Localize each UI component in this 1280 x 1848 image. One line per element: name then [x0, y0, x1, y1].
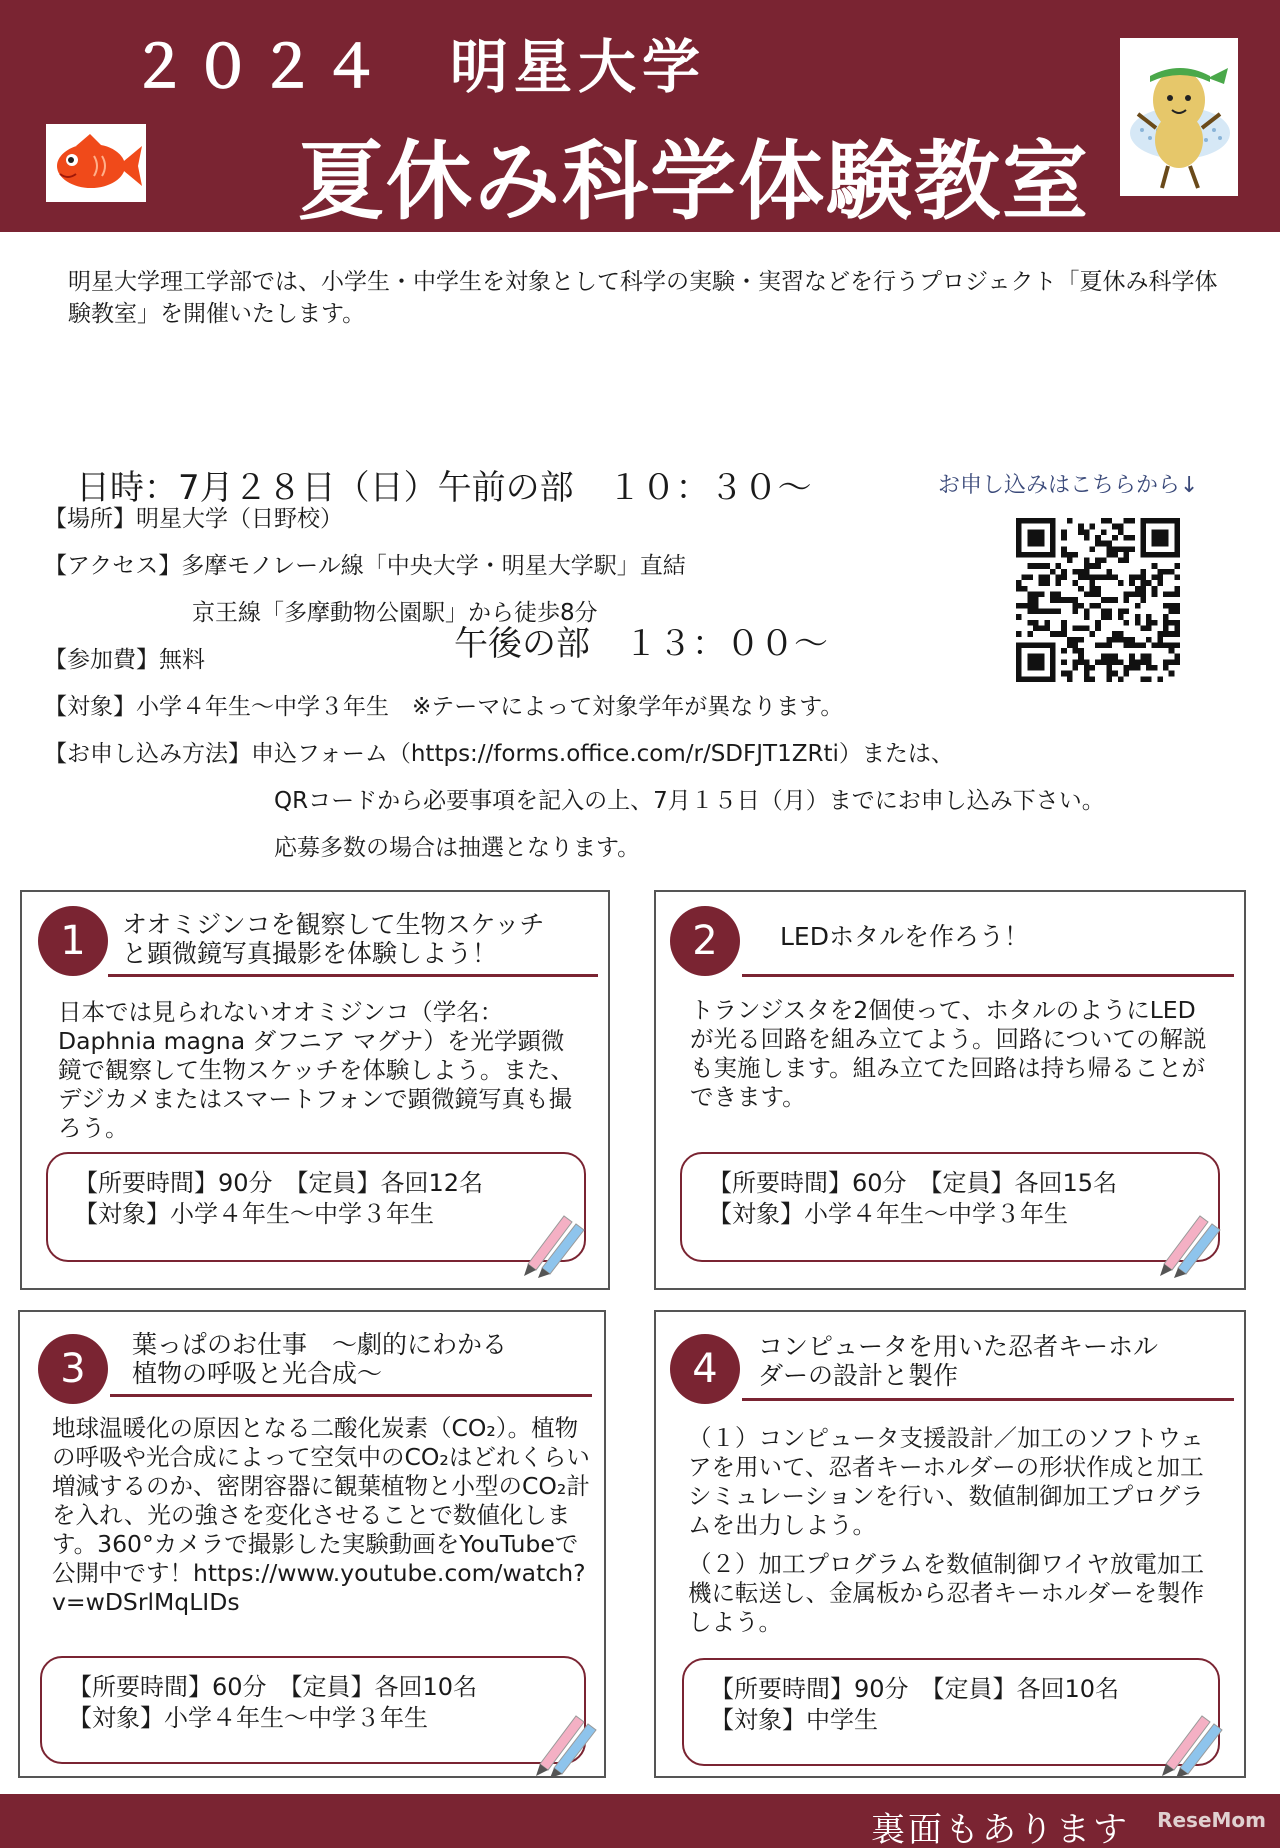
info-access-alt: 京王線「多摩動物公園駅」から徒歩8分	[192, 600, 598, 626]
program-number-badge: 1	[38, 906, 108, 976]
program-description-para: （１）コンピュータ支援設計／加工のソフトウェアを用いて、忍者キーホルダーの形状作成と加工シミュレーションを行い、数値制御加工プログラムを出力しよう。	[688, 1424, 1204, 1539]
program-title-underline	[110, 1394, 592, 1397]
program-card-1	[20, 890, 610, 1290]
schedule-morning: 日時：7月２８日（日）午前の部 １０：３０～	[76, 468, 812, 508]
program-title-line2: ダーの設計と製作	[758, 1361, 959, 1390]
program-target: 【対象】中学生	[710, 1706, 878, 1734]
program-number-badge: 4	[670, 1334, 740, 1404]
program-title-underline	[108, 974, 598, 977]
pencils-icon	[1154, 1208, 1224, 1278]
program-target: 【対象】小学４年生～中学３年生	[74, 1200, 434, 1228]
program-duration-capacity: 【所要時間】60分 【定員】各回15名	[708, 1169, 1118, 1197]
program-duration-capacity: 【所要時間】60分 【定員】各回10名	[68, 1673, 478, 1701]
info-access: 【アクセス】多摩モノレール線「中央大学・明星大学駅」直結	[44, 553, 686, 579]
program-title-underline	[742, 974, 1234, 977]
program-card-3	[18, 1310, 606, 1778]
pencils-icon	[518, 1208, 588, 1278]
program-details	[46, 1152, 586, 1262]
header-year-line: ２０２４ 明星大学	[130, 33, 707, 101]
fish-illustration-icon	[46, 124, 146, 202]
info-target: 【対象】小学４年生～中学３年生 ※テーマによって対象学年が異なります。	[44, 694, 844, 720]
intro-text: 明星大学理工学部では、小学生・中学生を対象として科学の実験・実習などを行うプロジェクト「夏休み科学体験教室」を開催いたします。	[68, 269, 1218, 327]
footer-back-side-note: 裏面もあります	[871, 1810, 1130, 1848]
program-title-line1: オオミジンコを観察して生物スケッチ	[122, 910, 545, 939]
apply-label: お申し込みはこちらから↓	[938, 473, 1199, 498]
program-description-para: 地球温暖化の原因となる二酸化炭素（CO₂）。植物の呼吸や光合成によって空気中のCO₂はどれくらい増減するのか、密閉容器に観葉植物と小型のCO₂計を入れ、光の強さを変化させることで数値化します。360°カメラで撮影した実験動画をYouTubeで公開中です！https://www.youtube.com/watch?v=wDSrlMqLIDs	[52, 1414, 590, 1616]
program-number-badge: 2	[670, 906, 740, 976]
program-duration-capacity: 【所要時間】90分 【定員】各回12名	[74, 1169, 484, 1197]
program-title-line1: 葉っぱのお仕事 ～劇的にわかる	[132, 1330, 508, 1359]
program-description	[52, 1414, 592, 1627]
program-title	[132, 1330, 507, 1388]
program-description	[58, 998, 578, 1153]
program-number-badge: 3	[38, 1334, 108, 1404]
program-description-para: （２）加工プログラムを数値制御ワイヤ放電加工機に転送し、金属板から忍者キーホルダーを製作しよう。	[688, 1550, 1205, 1636]
program-card-2	[654, 890, 1246, 1290]
program-card-4	[654, 1310, 1246, 1778]
program-title-line2: と顕微鏡写真撮影を体験しよう！	[122, 939, 498, 968]
watermark-logo: ReseMom	[1157, 1808, 1266, 1832]
program-description	[688, 1424, 1218, 1647]
info-apply-method: 【お申し込み方法】申込フォーム（https://forms.office.com/r/SDFJT1ZRti）または、	[44, 741, 954, 767]
footer-banner	[0, 1794, 1280, 1848]
program-title-line2: 植物の呼吸と光合成～	[132, 1359, 383, 1388]
header-banner	[0, 0, 1280, 232]
schedule-afternoon: 午後の部 １３：００～	[454, 624, 828, 664]
program-details	[40, 1656, 586, 1764]
program-details	[682, 1658, 1220, 1766]
program-details	[680, 1152, 1220, 1262]
program-description-para: 日本では見られないオオミジンコ（学名：Daphnia magna ダフニア マグナ）を光学顕微鏡で観察して生物スケッチを体験しよう。また、デジカメまたはスマートフォンで顕微鏡写真も撮ろう。	[58, 998, 574, 1142]
info-fee: 【参加費】無料	[44, 647, 205, 673]
pencils-icon	[530, 1708, 600, 1778]
info-apply-deadline: QRコードから必要事項を記入の上、7月１５日（月）までにお申し込み下さい。	[274, 788, 1105, 814]
pencils-icon	[1156, 1708, 1226, 1778]
mascot-illustration-icon	[1120, 38, 1238, 196]
program-target: 【対象】小学４年生～中学３年生	[68, 1704, 428, 1732]
program-title-line1: LEDホタルを作ろう！	[780, 922, 1029, 951]
program-description	[690, 996, 1210, 1122]
program-title-line1: コンピュータを用いた忍者キーホル	[758, 1332, 1159, 1361]
page-title: 夏休み科学体験教室	[298, 132, 1090, 232]
info-apply-lottery: 応募多数の場合は抽選となります。	[274, 835, 641, 861]
program-duration-capacity: 【所要時間】90分 【定員】各回10名	[710, 1675, 1120, 1703]
program-title	[122, 910, 544, 968]
program-title	[758, 1332, 1158, 1390]
program-title-underline	[742, 1398, 1234, 1401]
program-target: 【対象】小学４年生～中学３年生	[708, 1200, 1068, 1228]
program-title	[780, 922, 1029, 951]
event-info	[44, 496, 1105, 872]
info-place: 【場所】明星大学（日野校）	[44, 506, 343, 532]
program-description-para: トランジスタを2個使って、ホタルのようにLEDが光る回路を組み立てよう。回路についての解説も実施します。組み立てた回路は持ち帰ることができます。	[690, 996, 1207, 1111]
